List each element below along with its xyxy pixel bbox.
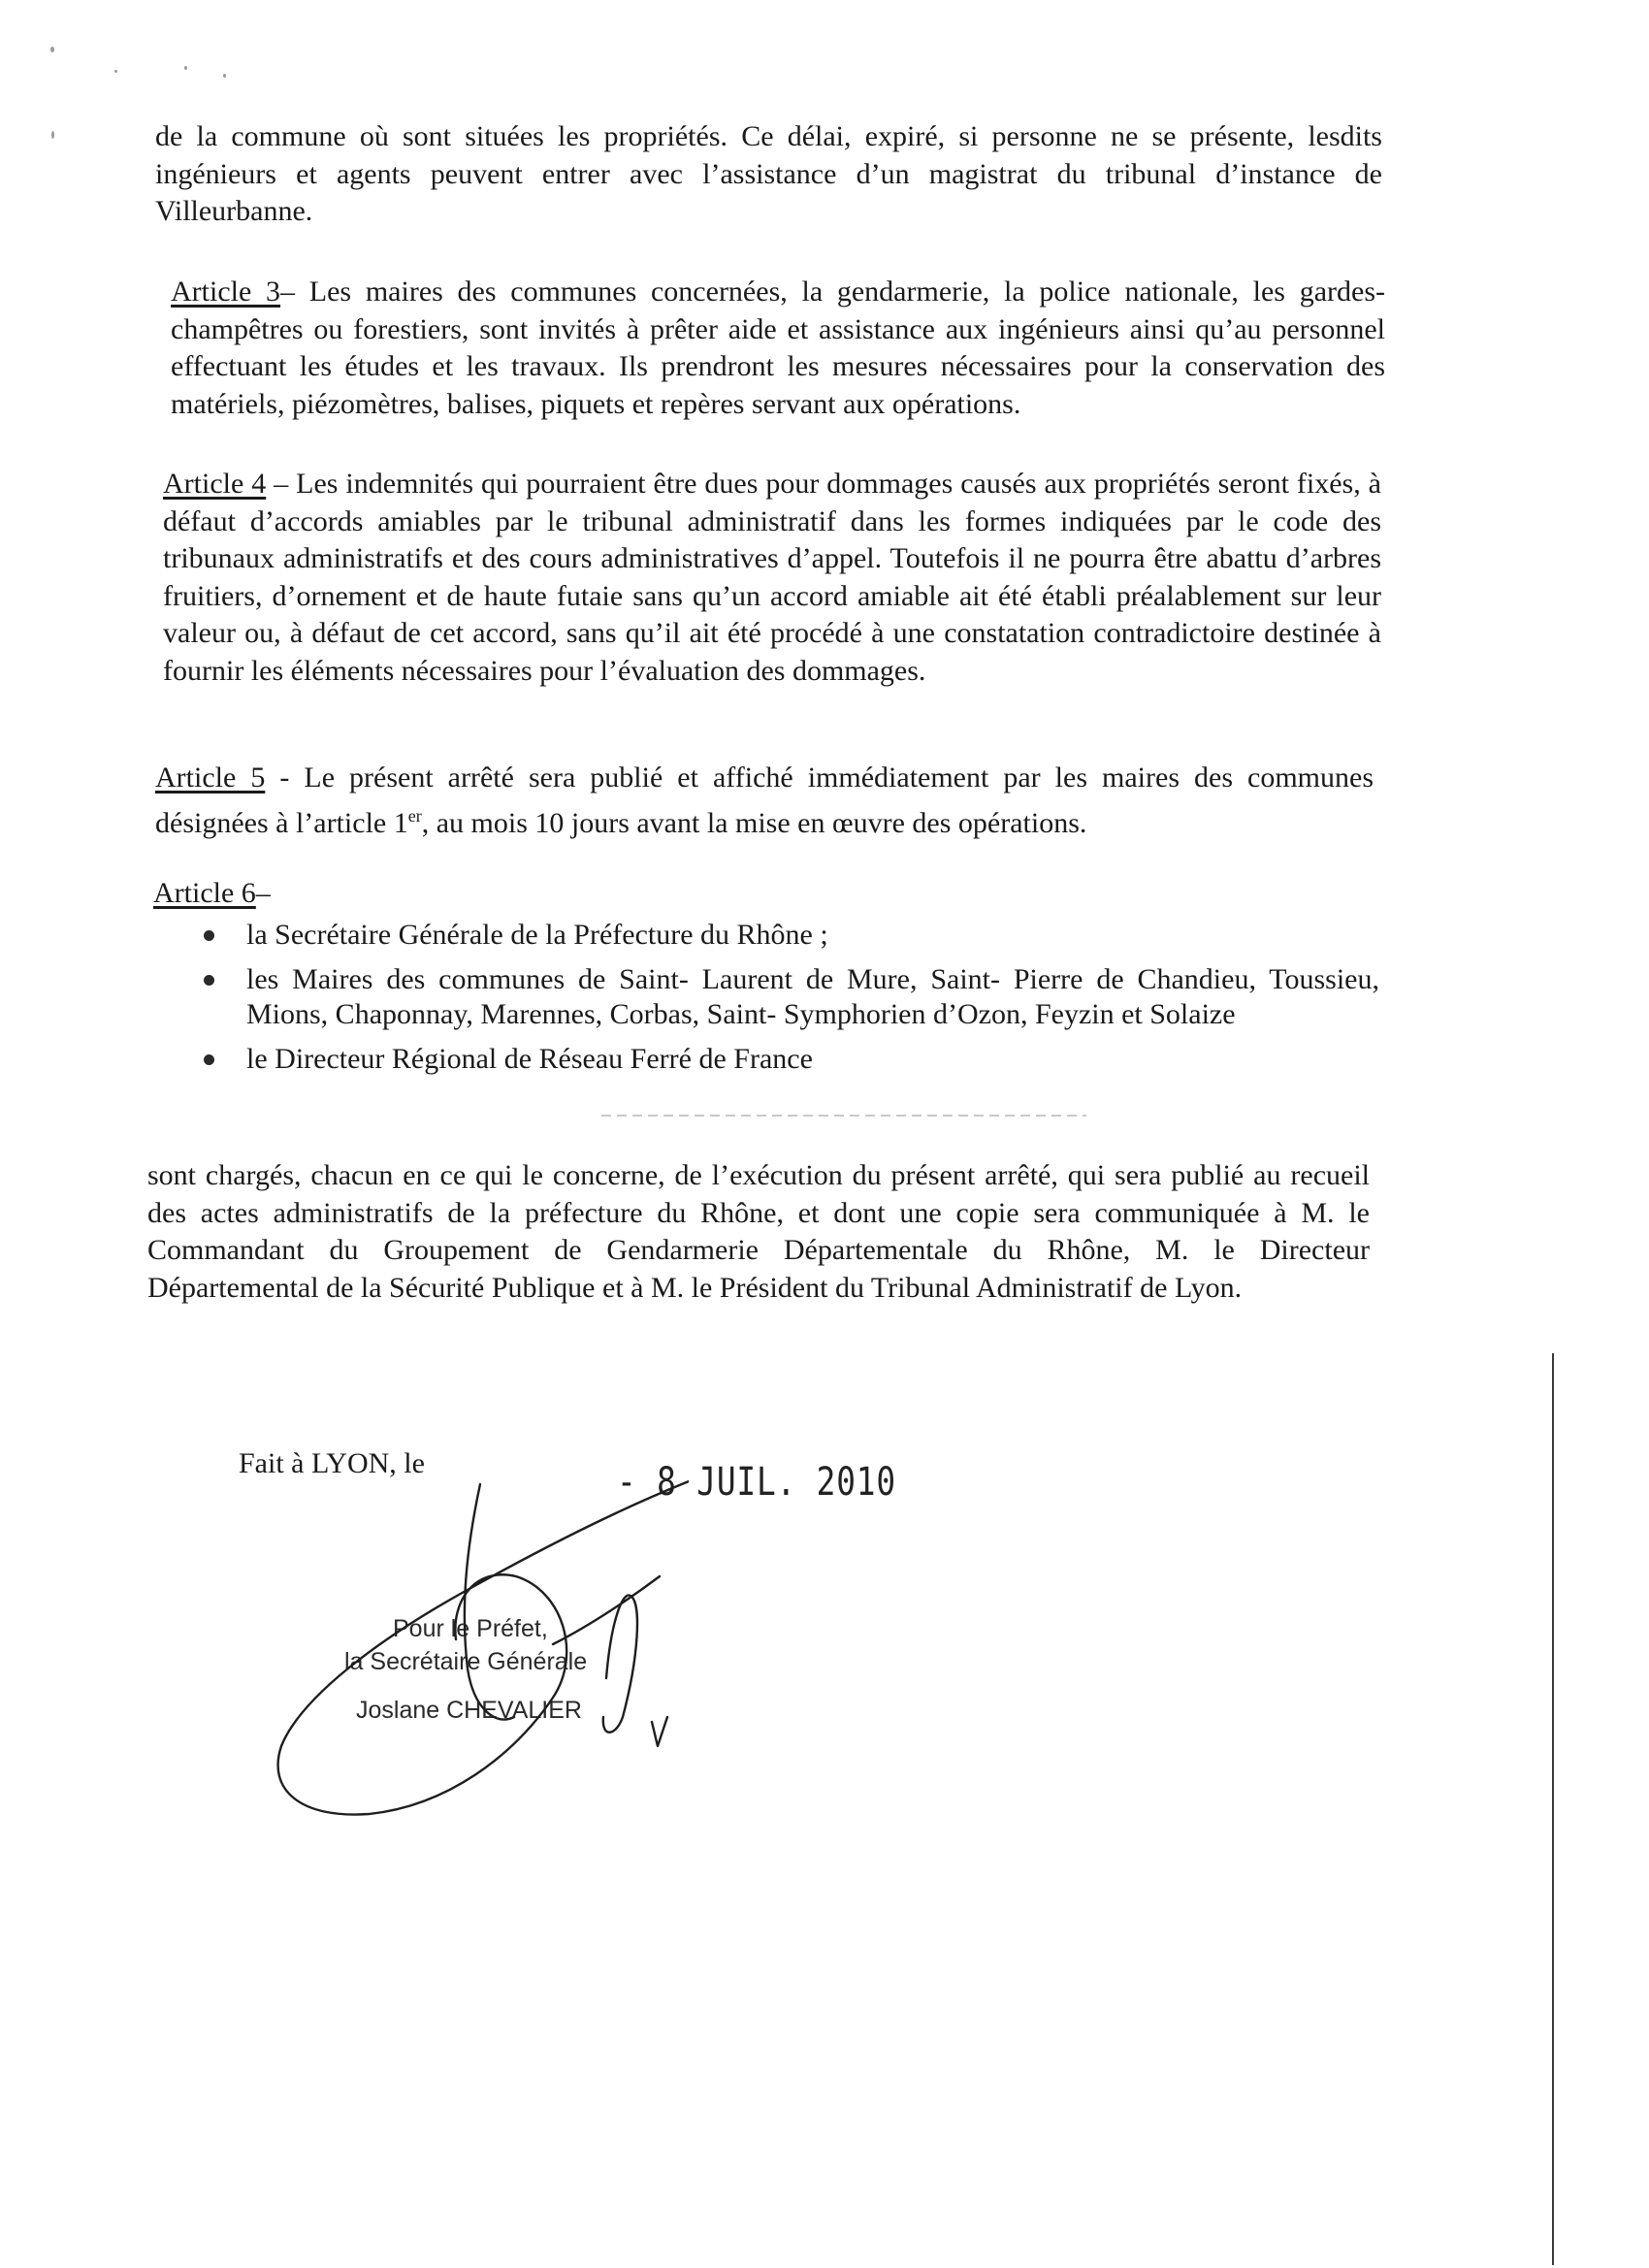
article-6-dash: – xyxy=(255,877,271,909)
bullet-icon xyxy=(204,1054,214,1065)
article-4-text: – Les indemnités qui pourraient être dues pour dommages causés aux propriétés seront fixés, à défaut d’accords amiables par le tribunal administratif dans les formes indiquées par le code des tribunaux administratifs et des cours administratives d’appel. Toutefois il ne pourra être abattu d’arbres fruitiers, d’ornement et de haute futaie sans qu’un accord amiable ait été établi préalablement sur leur valeur ou, à défaut de cet accord, sans qu’il ait été procédé à une constatation contradictoire destinée à fournir les éléments nécessaires pour l’évaluation des dommages. xyxy=(163,468,1381,687)
list-item xyxy=(196,962,1379,1033)
article-3-heading: Article 3 xyxy=(171,275,281,308)
article-4-paragraph xyxy=(163,466,1381,690)
scan-speck xyxy=(114,70,117,73)
list-item-text: les Maires des communes de Saint- Laurent de Mure, Saint- Pierre de Chandieu, Toussieu, Mions, Chaponnay, Marennes, Corbas, Saint- Symphorien d’Ozon, Feyzin et Solaize xyxy=(246,962,1379,1030)
signature-line-2: la Secrétaire Générale xyxy=(344,1648,588,1675)
signature-stroke-cap xyxy=(603,1595,637,1732)
list-item-text: la Secrétaire Générale de la Préfecture du Rhône ; xyxy=(246,919,828,951)
list-item xyxy=(196,918,1379,954)
scan-speck xyxy=(184,66,187,70)
scan-speck xyxy=(51,131,54,139)
article-5-paragraph xyxy=(155,760,1374,842)
scan-margin-line xyxy=(1552,1353,1554,2265)
list-item-text: le Directeur Régional de Réseau Ferré de France xyxy=(246,1042,813,1075)
article-6-heading: Article 6 xyxy=(153,877,256,909)
signature-line-3: Joslane CHEVALIER xyxy=(356,1697,582,1724)
scan-speck xyxy=(223,74,226,78)
scan-speck xyxy=(50,47,54,52)
signature-line-1: Pour le Préfet, xyxy=(393,1615,548,1642)
scan-artifact-line xyxy=(601,1115,1086,1117)
article-5-superscript: er xyxy=(407,805,422,826)
article-5-text-b: , au mois 10 jours avant la mise en œuvre des opérations. xyxy=(421,806,1087,839)
handwritten-signature xyxy=(262,1436,689,1824)
article-3-text: – Les maires des communes concernées, la gendarmerie, la police nationale, les gardes- champêtres ou forestiers, sont invités à prêter aide et assistance aux ingénieurs ainsi qu’au personnel effectuant les études et les travaux. Ils prendront les mesures nécessaires pour la conservation des matériels, piézomètres, balises, piquets et repères servant aux opérations. xyxy=(171,275,1385,420)
article-4-heading: Article 4 xyxy=(163,468,267,500)
signature-stroke-vertical xyxy=(465,1484,514,1720)
continuation-paragraph: de la commune où sont situées les propriétés. Ce délai, expiré, si personne ne se présente, lesdits ingénieurs et agents peuvent entrer avec l’assistance d’un magistrat du tribunal d’instance de Villeurbanne. xyxy=(155,120,1382,227)
signature-stroke-tail xyxy=(553,1576,660,1644)
list-item xyxy=(196,1042,1379,1078)
signature-loop xyxy=(278,1474,689,1815)
bullet-icon xyxy=(204,975,214,986)
bullet-icon xyxy=(204,930,214,941)
article-6-heading-line xyxy=(153,875,271,912)
article-5-text-a: - Le présent arrêté sera publié et affiché immédiatement par les maires des communes désignées à l’article 1 xyxy=(155,761,1374,839)
closing-paragraph: sont chargés, chacun en ce qui le concerne, de l’exécution du présent arrêté, qui sera publié au recueil des actes administratifs de la préfecture du Rhône, et dont une copie sera communiquée à M. le Commandant du Groupement de Gendarmerie Départementale du Rhône, M. le Directeur Départemental de la Sécurité Publique et à M. le Président du Tribunal Administratif de Lyon. xyxy=(147,1159,1370,1304)
article-3-paragraph xyxy=(171,274,1385,423)
article-5-heading: Article 5 xyxy=(155,761,266,794)
date-stamp: - 8 JUIL. 2010 xyxy=(617,1460,896,1505)
article-6-list xyxy=(196,918,1379,1085)
signature-stroke-check xyxy=(652,1717,667,1746)
signing-place: Fait à LYON, le xyxy=(239,1447,425,1479)
